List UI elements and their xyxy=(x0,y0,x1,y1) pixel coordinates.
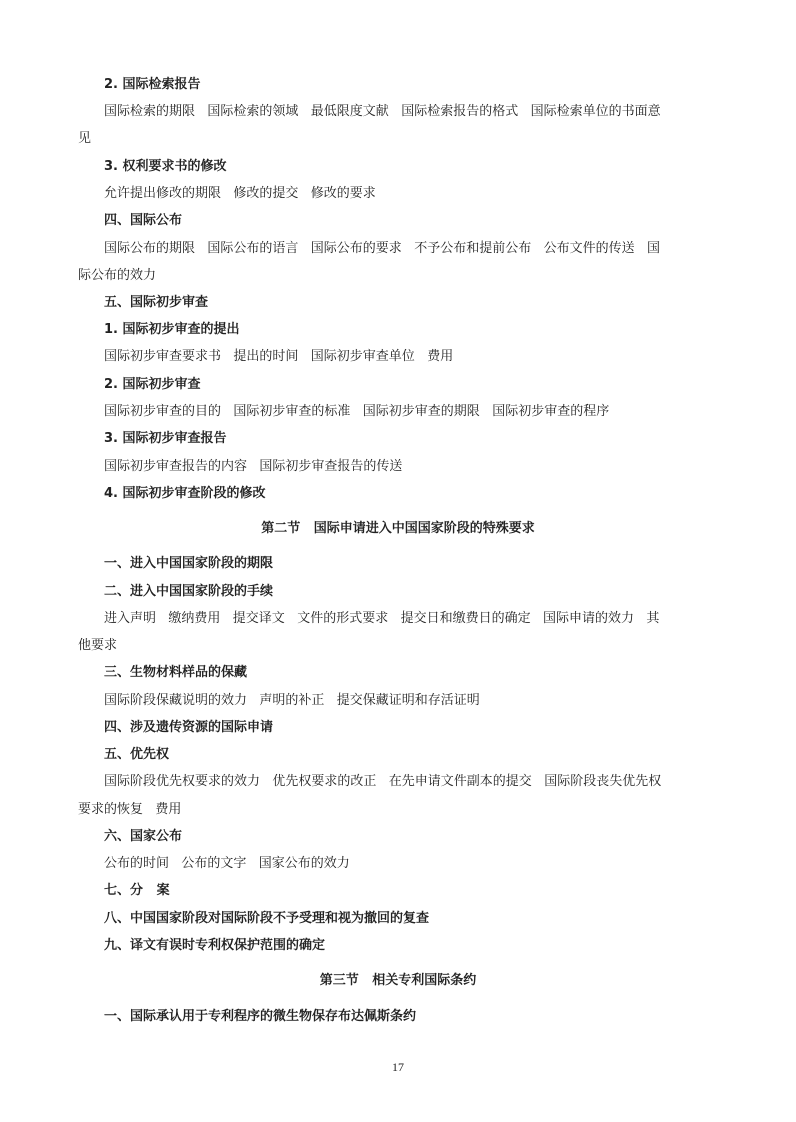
heading-genetic-resources: 四、涉及遗传资源的国际申请 xyxy=(104,720,274,735)
body-line: 国际阶段保藏说明的效力 声明的补正 提交保藏证明和存活证明 xyxy=(104,693,480,708)
body-line: 允许提出修改的期限 修改的提交 修改的要求 xyxy=(104,186,376,201)
heading-ipe: 2. 国际初步审查 xyxy=(104,377,201,392)
body-line: 要求的恢复 费用 xyxy=(78,802,182,817)
body-line: 国际初步审查报告的内容 国际初步审查报告的传送 xyxy=(104,459,403,474)
heading-priority: 五、优先权 xyxy=(104,747,170,762)
body-line: 国际检索的期限 国际检索的领域 最低限度文献 国际检索报告的格式 国际检索单位的书面意 xyxy=(104,104,661,119)
body-line: 进入声明 缴纳费用 提交译文 文件的形式要求 提交日和缴费日的确定 国际申请的效力 其 xyxy=(104,611,660,626)
body-line: 见 xyxy=(78,131,92,146)
heading-divisional: 七、分 案 xyxy=(104,883,170,898)
body-line: 际公布的效力 xyxy=(78,268,157,283)
heading-national-phase-deadline: 一、进入中国国家阶段的期限 xyxy=(104,556,274,571)
heading-international-preliminary-examination: 五、国际初步审查 xyxy=(104,295,209,310)
heading-international-search-report: 2. 国际检索报告 xyxy=(104,77,201,92)
body-line: 国际阶段优先权要求的效力 优先权要求的改正 在先申请文件副本的提交 国际阶段丧失优先权 xyxy=(104,774,662,789)
heading-ipe-amendment: 4. 国际初步审查阶段的修改 xyxy=(104,486,266,501)
heading-ipe-filing: 1. 国际初步审查的提出 xyxy=(104,322,240,337)
body-line: 国际初步审查的目的 国际初步审查的标准 国际初步审查的期限 国际初步审查的程序 xyxy=(104,404,610,419)
section-title: 第三节 相关专利国际条约 xyxy=(319,973,477,988)
heading-ipe-report: 3. 国际初步审查报告 xyxy=(104,431,227,446)
body-line: 公布的时间 公布的文字 国家公布的效力 xyxy=(104,856,350,871)
heading-translation-error: 九、译文有误时专利权保护范围的确定 xyxy=(104,938,326,953)
heading-claims-amendment: 3. 权利要求书的修改 xyxy=(104,159,227,174)
heading-review: 八、中国国家阶段对国际阶段不予受理和视为撤回的复查 xyxy=(104,911,430,926)
body-line: 他要求 xyxy=(78,638,118,653)
heading-international-publication: 四、国际公布 xyxy=(104,213,183,228)
heading-biological-deposit: 三、生物材料样品的保藏 xyxy=(104,665,248,680)
heading-national-publication: 六、国家公布 xyxy=(104,829,183,844)
body-line: 国际公布的期限 国际公布的语言 国际公布的要求 不予公布和提前公布 公布文件的传送 国 xyxy=(104,241,660,256)
section-title: 第二节 国际申请进入中国国家阶段的特殊要求 xyxy=(261,521,535,536)
body-line: 国际初步审查要求书 提出的时间 国际初步审查单位 费用 xyxy=(104,349,454,364)
page-number: 17 xyxy=(392,1060,404,1074)
heading-national-phase-procedure: 二、进入中国国家阶段的手续 xyxy=(104,584,274,599)
heading-budapest-treaty: 一、国际承认用于专利程序的微生物保存布达佩斯条约 xyxy=(104,1009,417,1024)
